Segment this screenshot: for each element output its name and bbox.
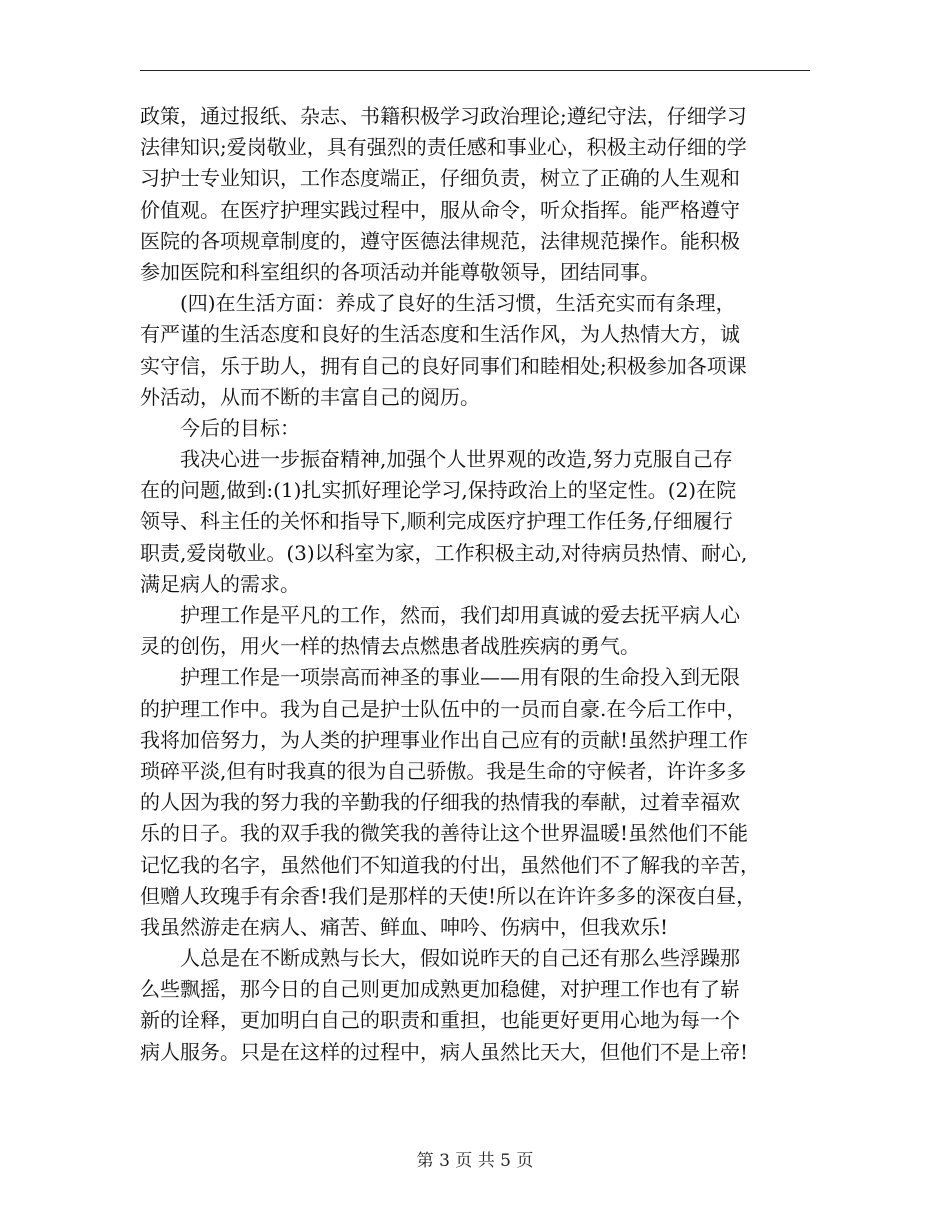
text-line: 实守信，乐于助人，拥有自己的良好同事们和睦相处;积极参加各项课 bbox=[140, 353, 747, 378]
text-line: 在的问题,做到:(1)扎实抓好理论学习,保持政治上的坚定性。(2)在院 bbox=[140, 478, 737, 503]
text-line: 乐的日子。我的双手我的微笑我的善待让这个世界温暖!虽然他们不能 bbox=[140, 821, 749, 846]
text-line: 灵的创伤，用火一样的热情去点燃患者战胜疾病的勇气。 bbox=[140, 634, 640, 659]
text-line: 价值观。在医疗护理实践过程中，服从命令，听众指挥。能严格遵守 bbox=[140, 197, 740, 222]
text-line: 么些飘摇，那今日的自己则更加成熟更加稳健，对护理工作也有了崭 bbox=[140, 977, 740, 1002]
text-line: 但赠人玫瑰手有余香!我们是那样的天使!所以在许许多多的深夜白昼， bbox=[140, 883, 757, 908]
text-line: 护理工作是平凡的工作，然而，我们却用真诚的爱去抚平病人心 bbox=[140, 603, 740, 627]
text-line: 琐碎平淡,但有时我真的很为自己骄傲。我是生命的守候者，许许多多 bbox=[140, 758, 747, 783]
text-line: (四)在生活方面：养成了良好的生活习惯，生活充实而有条理， bbox=[140, 291, 736, 316]
text-line: 人总是在不断成熟与长大，假如说昨天的自己还有那么些浮躁那 bbox=[140, 946, 740, 971]
page-number-label: 第 3 页 共 5 页 bbox=[416, 1151, 534, 1171]
document-body bbox=[140, 101, 820, 1068]
text-line: 我将加倍努力，为人类的护理事业作出自己应有的贡献!虽然护理工作 bbox=[140, 727, 749, 752]
text-line: 法律知识;爱岗敬业，具有强烈的责任感和事业心，积极主动仔细的学 bbox=[140, 135, 747, 160]
text-line: 满足病人的需求。 bbox=[140, 571, 300, 596]
text-line: 我虽然游走在病人、痛苦、鲜血、呻吟、伤病中，但我欢乐! bbox=[140, 914, 669, 939]
text-line: 习护士专业知识，工作态度端正，仔细负责，树立了正确的人生观和 bbox=[140, 166, 740, 191]
text-line: 职责,爱岗敬业。(3)以科室为家，工作积极主动,对待病员热情、耐心, bbox=[140, 540, 748, 565]
text-line: 新的诠释，更加明白自己的职责和重担，也能更好更用心地为每一个 bbox=[140, 1008, 740, 1033]
text-line: 的护理工作中。我为自己是护士队伍中的一员而自豪.在今后工作中， bbox=[140, 696, 747, 721]
text-line: 有严谨的生活态度和良好的生活态度和生活作风，为人热情大方，诚 bbox=[140, 322, 740, 347]
text-line: 外活动，从而不断的丰富自己的阅历。 bbox=[140, 384, 480, 409]
text-line: 记忆我的名字，虽然他们不知道我的付出，虽然他们不了解我的辛苦， bbox=[140, 852, 760, 877]
page-footer bbox=[0, 1150, 950, 1172]
header-rule bbox=[140, 70, 810, 71]
text-line: 护理工作是一项崇高而神圣的事业——用有限的生命投入到无限 bbox=[140, 665, 740, 690]
text-line: 政策，通过报纸、杂志、书籍积极学习政治理论;遵纪守法，仔细学习 bbox=[140, 104, 747, 128]
text-line: 今后的目标： bbox=[140, 415, 300, 440]
text-line: 参加医院和科室组织的各项活动并能尊敬领导，团结同事。 bbox=[140, 259, 660, 284]
text-line: 医院的各项规章制度的，遵守医德法律规范，法律规范操作。能积极 bbox=[140, 228, 740, 253]
text-line: 病人服务。只是在这样的过程中，病人虽然比天大，但他们不是上帝! bbox=[140, 1039, 749, 1064]
text-line: 领导、科主任的关怀和指导下,顺利完成医疗护理工作任务,仔细履行 bbox=[140, 509, 733, 534]
text-line: 的人因为我的努力我的辛勤我的仔细我的热情我的奉献，过着幸福欢 bbox=[140, 790, 740, 815]
text-line: 我决心进一步振奋精神,加强个人世界观的改造,努力克服自己存 bbox=[140, 447, 733, 472]
